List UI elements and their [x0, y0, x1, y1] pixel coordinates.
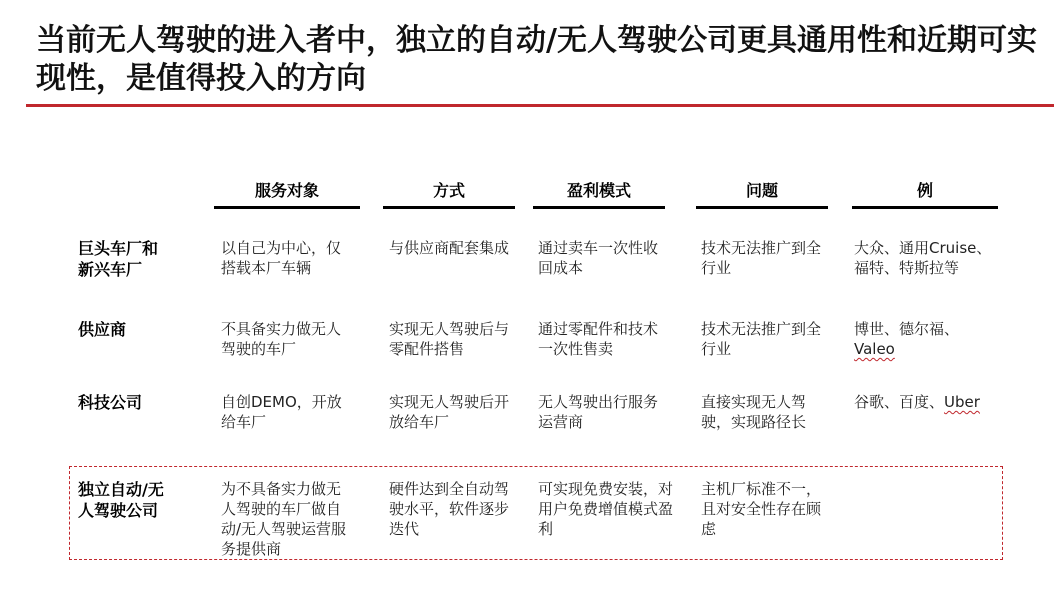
example-brand: Valeo: [854, 340, 895, 358]
table-cell: 可实现免费安装，对用户免费增值模式盈利: [538, 480, 674, 538]
row-label-automakers: 巨头车厂和新兴车厂: [78, 239, 159, 279]
table-cell: 实现无人驾驶后与零配件搭售: [389, 320, 510, 358]
column-header-example: 例: [852, 178, 998, 209]
table-cell: 以自己为中心，仅搭载本厂车辆: [221, 239, 342, 277]
column-header-profit-model: 盈利模式: [533, 178, 665, 209]
table-cell: 主机厂标准不一，且对安全性存在顾虑: [701, 480, 822, 538]
table-cell: 与供应商配套集成: [389, 239, 510, 257]
table-cell: 通过零配件和技术一次性售卖: [538, 320, 659, 358]
table-cell: 直接实现无人驾驶，实现路径长: [701, 393, 807, 431]
example-text: 博世、德尔福、: [854, 320, 960, 338]
table-cell: 大众、通用Cruise、福特、特斯拉等: [854, 239, 992, 277]
table-cell: 为不具备实力做无人驾驶的车厂做自动/无人驾驶运营服务提供商: [221, 480, 347, 558]
table-cell: 技术无法推广到全行业: [701, 239, 822, 277]
row-label-tech-companies: 科技公司: [78, 393, 143, 412]
table-cell: 实现无人驾驶后开放给车厂: [389, 393, 510, 431]
table-cell: 硬件达到全自动驾驶水平，软件逐步迭代: [389, 480, 510, 538]
table-cell: 无人驾驶出行服务运营商: [538, 393, 659, 431]
page-title: 当前无人驾驶的进入者中，独立的自动/无人驾驶公司更具通用性和近期可实现性，是值得投入的方向: [36, 23, 1037, 96]
column-header-problem: 问题: [696, 178, 828, 209]
highlight-row-frame: [69, 466, 1003, 560]
table-cell: 技术无法推广到全行业: [701, 320, 822, 358]
column-header-method: 方式: [383, 178, 515, 209]
column-header-service-target: 服务对象: [214, 178, 360, 209]
table-cell: 自创DEMO，开放给车厂: [221, 393, 342, 431]
title-divider: [26, 104, 1054, 107]
table-cell: 通过卖车一次性收回成本: [538, 239, 659, 277]
row-label-independent-av-companies: 独立自动/无人驾驶公司: [78, 480, 164, 520]
example-brand: Uber: [944, 393, 980, 411]
table-cell-examples: [854, 319, 994, 359]
example-text: 谷歌、百度、: [854, 393, 945, 411]
table-cell: 不具备实力做无人驾驶的车厂: [221, 320, 342, 358]
row-label-suppliers: 供应商: [78, 320, 127, 339]
table-cell-examples: [854, 392, 1004, 412]
